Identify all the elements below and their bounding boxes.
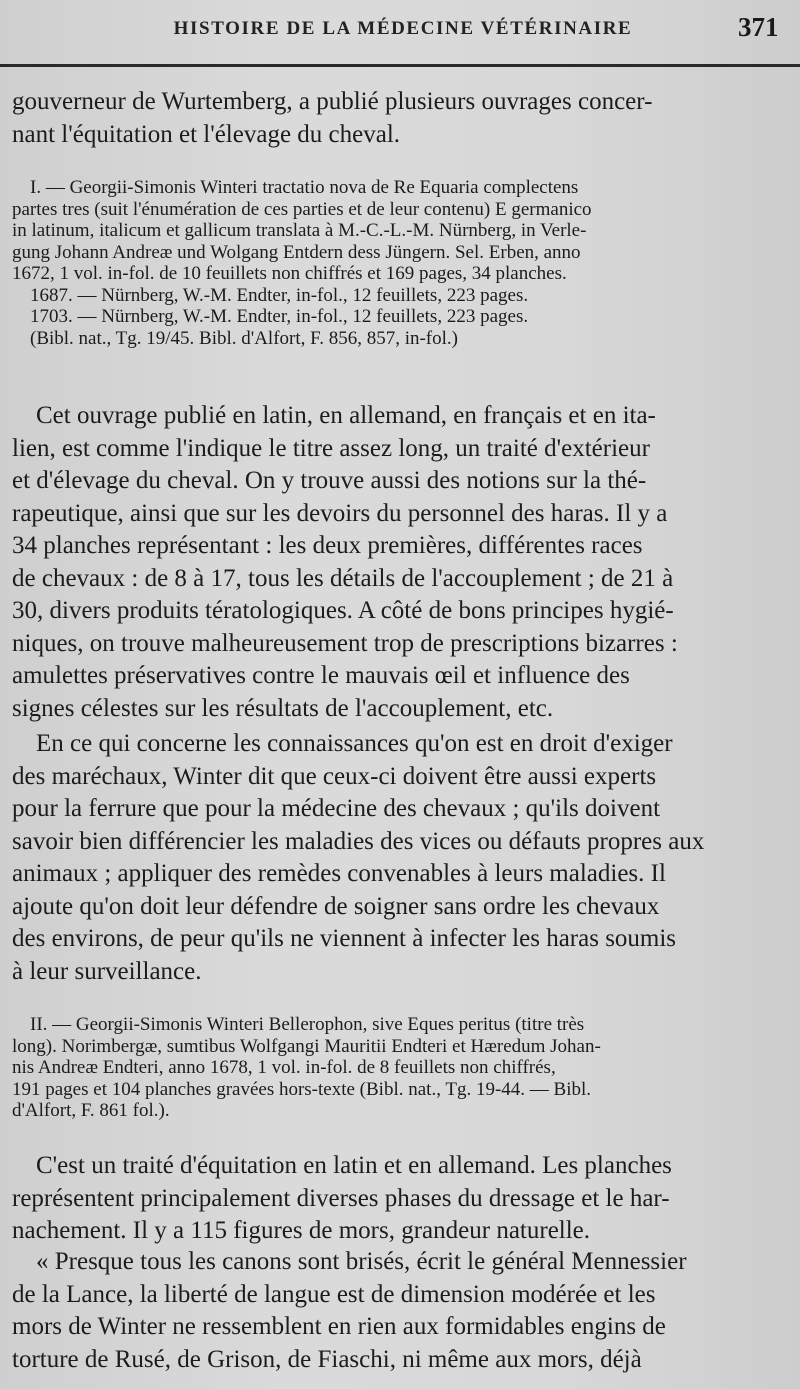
text-line: représentent principalement diverses phases du dressage et le har- [12,1184,670,1212]
reference-line: long). Norimbergæ, sumtibus Wolfgangi Mauritii Endteri et Hæredum Johan- [12,1035,601,1057]
running-title: HISTOIRE DE LA MÉDECINE VÉTÉRINAIRE [173,18,633,39]
paragraph-one [12,400,792,725]
text-line: 30, divers produits tératologiques. A côté de bons principes hygié- [12,597,674,624]
text-line: « Presque tous les canons sont brisés, écrit le général Mennessier [36,1248,687,1275]
text-line: savoir bien différencier les maladies des vices ou défauts propres aux [12,827,705,855]
reference-line: partes tres (suit l'énumération de ces parties et de leur contenu) E germanico [12,198,592,220]
paragraph-four-quote [12,1246,792,1376]
text-line: signes célestes sur les résultats de l'accouplement, etc. [12,694,554,722]
text-line: niques, on trouve malheureusement trop de prescriptions bizarres : [12,629,678,657]
reference-line: 1687. — Nürnberg, W.-M. Endter, in-fol., 12 feuillets, 223 pages. [30,284,529,306]
text-line: 34 planches représentant : les deux premières, différentes races [12,532,643,559]
text-line: gouverneur de Wurtemberg, a publié plusieurs ouvrages concer- [12,88,653,115]
reference-two [12,1014,792,1122]
text-line: des environs, de peur qu'ils ne viennent à infecter les haras soumis [12,925,677,952]
text-line: lien, est comme l'indique le titre assez long, un traité d'extérieur [12,434,650,462]
text-line: ajoute qu'on doit leur défendre de soigner sans ordre les chevaux [12,892,660,920]
text-line: torture de Rusé, de Grison, de Fiaschi, ni même aux mors, déjà [12,1345,642,1373]
text-line: nant l'équitation et l'élevage du cheval. [12,120,401,148]
text-line: rapeutique, ainsi que sur les devoirs du personnel des haras. Il y a [12,499,668,527]
reference-line: (Bibl. nat., Tg. 19/45. Bibl. d'Alfort, F. 856, 857, in-fol.) [30,327,458,349]
reference-line: II. — Georgii-Simonis Winteri Bellerophon, sive Eques peritus (titre très [30,1014,585,1035]
text-line: de chevaux : de 8 à 17, tous les détails de l'accouplement ; de 21 à [12,564,674,592]
paragraph-three [12,1150,792,1248]
header-rule [0,64,800,67]
text-line: mors de Winter ne ressemblent en rien aux formidables engins de [12,1313,666,1340]
reference-line: nis Andreæ Endteri, anno 1678, 1 vol. in-fol. de 8 feuillets non chiffrés, [12,1057,556,1078]
reference-one [12,177,792,349]
reference-line: d'Alfort, F. 861 fol.). [12,1100,170,1121]
intro-paragraph [12,86,792,151]
text-line: de la Lance, la liberté de langue est de dimension modérée et les [12,1280,656,1308]
text-line: à leur surveillance. [12,957,202,985]
text-line: nachement. Il y a 115 figures de mors, grandeur naturelle. [12,1217,591,1244]
reference-line: 1672, 1 vol. in-fol. de 10 feuillets non chiffrés et 169 pages, 34 planches. [12,263,567,284]
reference-line: 1703. — Nürnberg, W.-M. Endter, in-fol., 12 feuillets, 223 pages. [30,306,529,327]
page-number: 371 [738,12,779,42]
text-line: des maréchaux, Winter dit que ceux-ci doivent être aussi experts [12,762,657,790]
page-header [0,10,800,50]
paragraph-two [12,728,792,988]
text-line: En ce qui concerne les connaissances qu'on est en droit d'exiger [36,730,673,757]
reference-line: gung Johann Andreæ und Wolgang Entdern dess Jüngern. Sel. Erben, anno [12,241,581,263]
text-line: Cet ouvrage publié en latin, en allemand, en français et en ita- [36,402,656,429]
text-line: animaux ; appliquer des remèdes convenables à leurs maladies. Il [12,860,666,887]
reference-line: 191 pages et 104 planches gravées hors-texte (Bibl. nat., Tg. 19-44. — Bibl. [12,1078,592,1100]
text-line: et d'élevage du cheval. On y trouve aussi des notions sur la thé- [12,467,647,494]
text-line: amulettes préservatives contre le mauvais œil et influence des [12,662,630,689]
reference-line: in latinum, italicum et gallicum translata à M.-C.-L.-M. Nürnberg, in Verle- [12,220,587,241]
text-line: pour la ferrure que pour la médecine des chevaux ; qu'ils doivent [12,795,661,822]
text-line: C'est un traité d'équitation en latin et en allemand. Les planches [36,1152,672,1179]
reference-line: I. — Georgii-Simonis Winteri tractatio nova de Re Equaria complectens [30,177,579,198]
